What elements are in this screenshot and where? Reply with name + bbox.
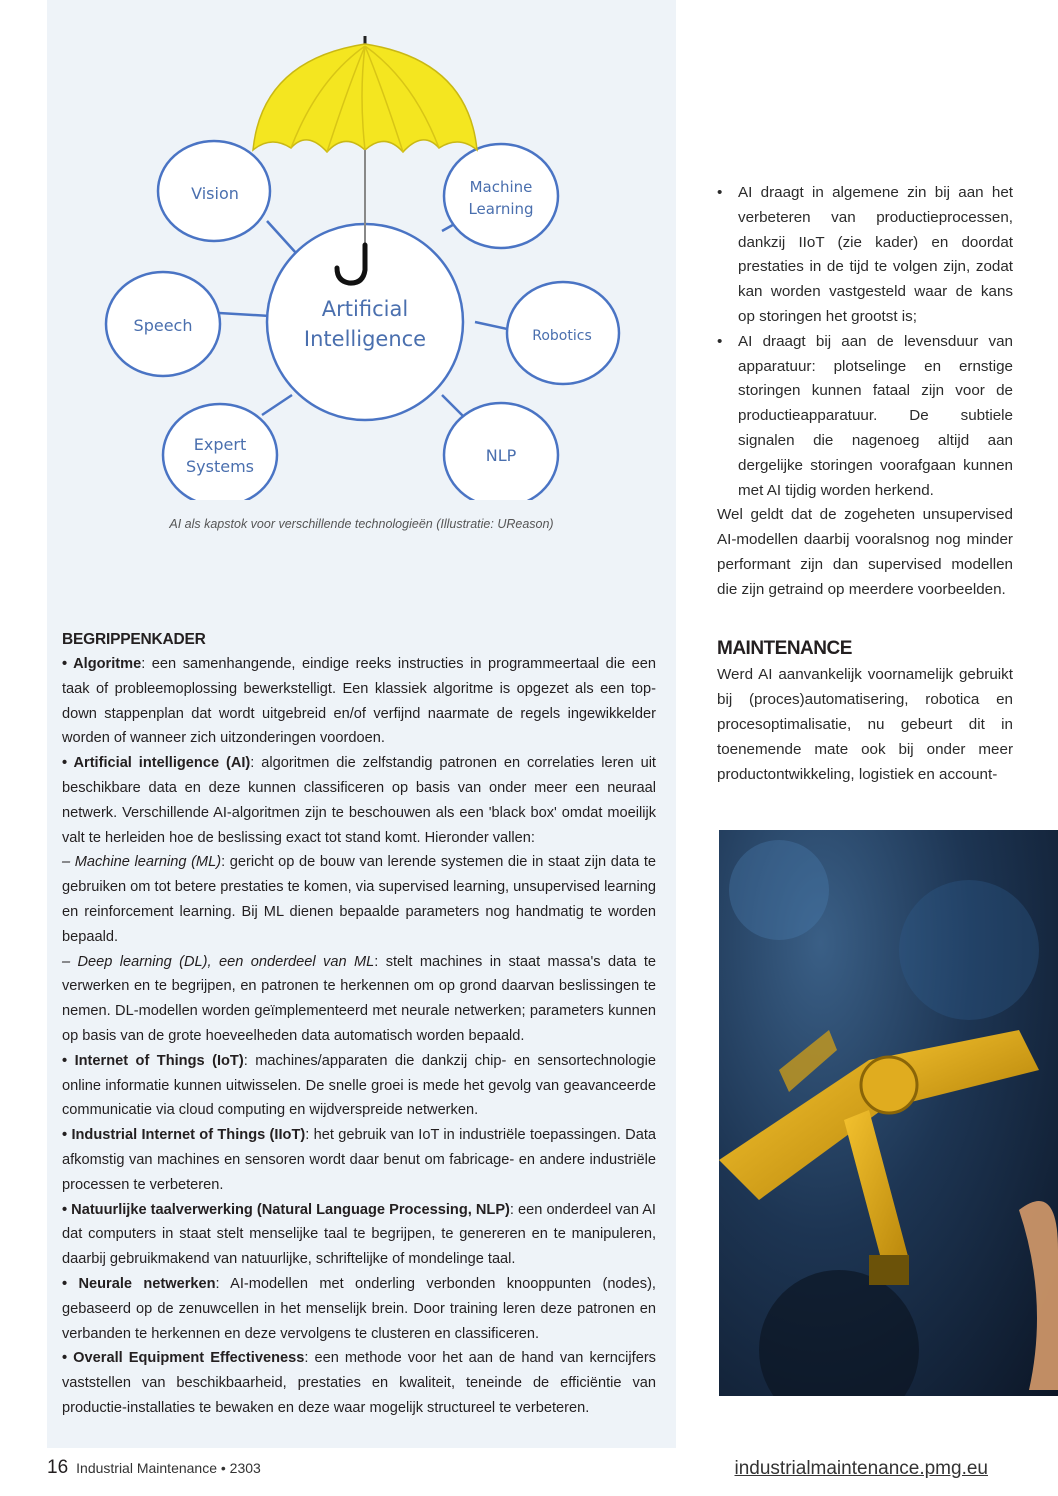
- list-item: • AI draagt bij aan de levensduur van apparatuur: plotselinge en ernstige storingen kunnen fataal zijn voor de productieapparatuur. De subtiele signalen die nagenoeg altijd aan dergelijke storingen voorafgaan kunnen met AI tijdig worden herkend.: [717, 330, 1013, 504]
- ai-umbrella-diagram: [47, 0, 676, 500]
- center-label-line2: Intelligence: [303, 327, 427, 351]
- right-column: [717, 181, 1013, 787]
- glossary-entry-neural-networks: • Neurale netwerken: AI-modellen met onderling verbonden knooppunten (nodes), gebaseerd op de zenuwcellen in het menselijk brein. Door training leren deze patronen en verbanden te herkennen en deze vervolgens te clusteren en classificeren.: [62, 1275, 656, 1342]
- umbrella-icon: [253, 36, 477, 283]
- body-paragraph: Wel geldt dat de zogeheten unsupervised AI-modellen daarbij vooralsnog nog minder performant zijn dan supervised modellen die zijn getraind op meerdere voorbeelden.: [717, 506, 1013, 598]
- page-footer-left: [47, 1457, 261, 1479]
- svg-text:Artificial: [322, 297, 408, 321]
- glossary-title: BEGRIPPENKADER: [62, 631, 206, 648]
- body-paragraph-maintenance: Werd AI aanvankelijk voornamelijk gebruikt bij (proces)automatisering, robotica en procesoptimalisatie, nu gebeurt dit in toenemende mate ook bij onder meer productontwikkeling, logistiek en account-: [717, 666, 1013, 783]
- glossary-entry-nlp: • Natuurlijke taalverwerking (Natural Language Processing, NLP): een onderdeel van AI dat computers in staat stelt menselijke taal te begrijpen, te genereren en te manipuleren, daarbij gebruikmakend van natuurlijke, schriftelijke of mondelinge taal.: [62, 1201, 656, 1268]
- industrial-robot-arm-photo: [719, 830, 1058, 1396]
- connector-vision: [267, 221, 296, 253]
- glossary-box: [62, 628, 656, 1421]
- svg-text:Speech: [134, 316, 193, 335]
- diagram-caption: AI als kapstok voor verschillende technologieën (Illustratie: UReason): [169, 517, 554, 531]
- machine-learning-label-line1: Machine: [469, 178, 533, 196]
- svg-text:Expert: [194, 435, 246, 454]
- glossary-entry-algoritme: • Algoritme: een samenhangende, eindige reeks instructies in programmeertaal die een taak of probleemoplossing bewerkstelligt. Een klassiek algoritme is opgezet als een top-down stappenplan dat wordt uitgebreid en/of verfijnd naarmate de regels ingewikkelder worden of wanneer zich uitzonderingen voordoen.: [62, 656, 656, 747]
- list-item: • AI draagt in algemene zin bij aan het verbeteren van productieprocessen, dankzij IIoT (zie kader) en doordat prestaties in de tijd te volgen zijn, zodat kan worden vastgesteld waar de kans op storingen het grootst is;: [717, 181, 1013, 330]
- speech-label: Speech: [133, 316, 193, 335]
- publication-name: Industrial Maintenance • 2303: [76, 1460, 261, 1476]
- expert-systems-label-line1: Expert: [193, 435, 247, 454]
- glossary-entry-ml: – Machine learning (ML): gericht op de bouw van lerende systemen die in staat zijn data te gebruiken om tot betere prestaties te komen, via supervised learning, unsupervised learning en reinforcement learning. Bij ML dienen bepaalde parameters nog handmatig te worden bepaald.: [62, 854, 656, 945]
- machine-learning-label-line2: Learning: [468, 200, 534, 218]
- glossary-entry-ai: • Artificial intelligence (AI): algoritmen die zelfstandig patronen en correlaties leren uit beschikbare data en deze kunnen classificeren op basis van onder meer een neuraal netwerk. Verschillende AI-algoritmen zijn te beschouwen als een 'black box' omdat moeilijk valt te herleiden hoe de beslissing exact tot stand komt. Hieronder vallen:: [62, 755, 656, 846]
- svg-text:Intelligence: [304, 327, 426, 351]
- svg-text:Vision: [191, 184, 239, 203]
- machine-learning-circle: [444, 144, 558, 248]
- glossary-entry-iiot: • Industrial Internet of Things (IIoT): het gebruik van IoT in industriële toepassingen. Data afkomstig van machines en sensoren wordt daar benut om fabricage- en andere industriële processen te verbeteren.: [62, 1127, 656, 1193]
- connector-expert-systems: [262, 395, 292, 415]
- glossary-entry-oee: • Overall Equipment Effectiveness: een methode voor het aan de hand van kerncijfers vaststellen van beschikbaarheid, prestaties en kwaliteit, teneinde de efficiëntie van productie-installaties te bewaken en deze waar mogelijk structureel te verbeteren.: [62, 1350, 656, 1416]
- svg-text:Systems: [186, 457, 254, 476]
- benefit-list: [717, 181, 1013, 503]
- robotics-label: Robotics: [532, 328, 592, 344]
- expert-systems-label-line2: Systems: [186, 457, 254, 476]
- website-link[interactable]: industrialmaintenance.pmg.eu: [734, 1458, 988, 1479]
- center-label-line1: Artificial: [321, 297, 409, 321]
- svg-text:Learning: [468, 200, 533, 218]
- connector-speech: [219, 313, 270, 316]
- svg-text:Robotics: [532, 328, 592, 344]
- robot-arm-illustration: [719, 830, 1058, 1396]
- nlp-label: NLP: [485, 446, 517, 465]
- svg-text:Machine: [470, 178, 533, 196]
- svg-text:NLP: [486, 446, 517, 465]
- glossary-entry-iot: • Internet of Things (IoT): machines/apparaten die dankzij chip- en sensortechnologie online informatie kunnen uitwisselen. De snelle groei is mede het gevolg van geavanceerde communicatie via cloud computing en wijdverspreide netwerken.: [62, 1052, 656, 1119]
- vision-label: Vision: [191, 184, 239, 203]
- section-heading-maintenance: MAINTENANCE: [717, 637, 852, 659]
- glossary-entry-dl: – Deep learning (DL), een onderdeel van ML: stelt machines in staat massa's data te verwerken en te begrijpen, en patronen te herkennen om op grond daarvan beslissingen te nemen. DL-modellen worden geïmplementeerd met neurale netwerken; parameters kunnen op basis van de grote hoeveelheden data automatisch worden bepaald.: [62, 953, 656, 1044]
- page-number: 16: [47, 1457, 69, 1478]
